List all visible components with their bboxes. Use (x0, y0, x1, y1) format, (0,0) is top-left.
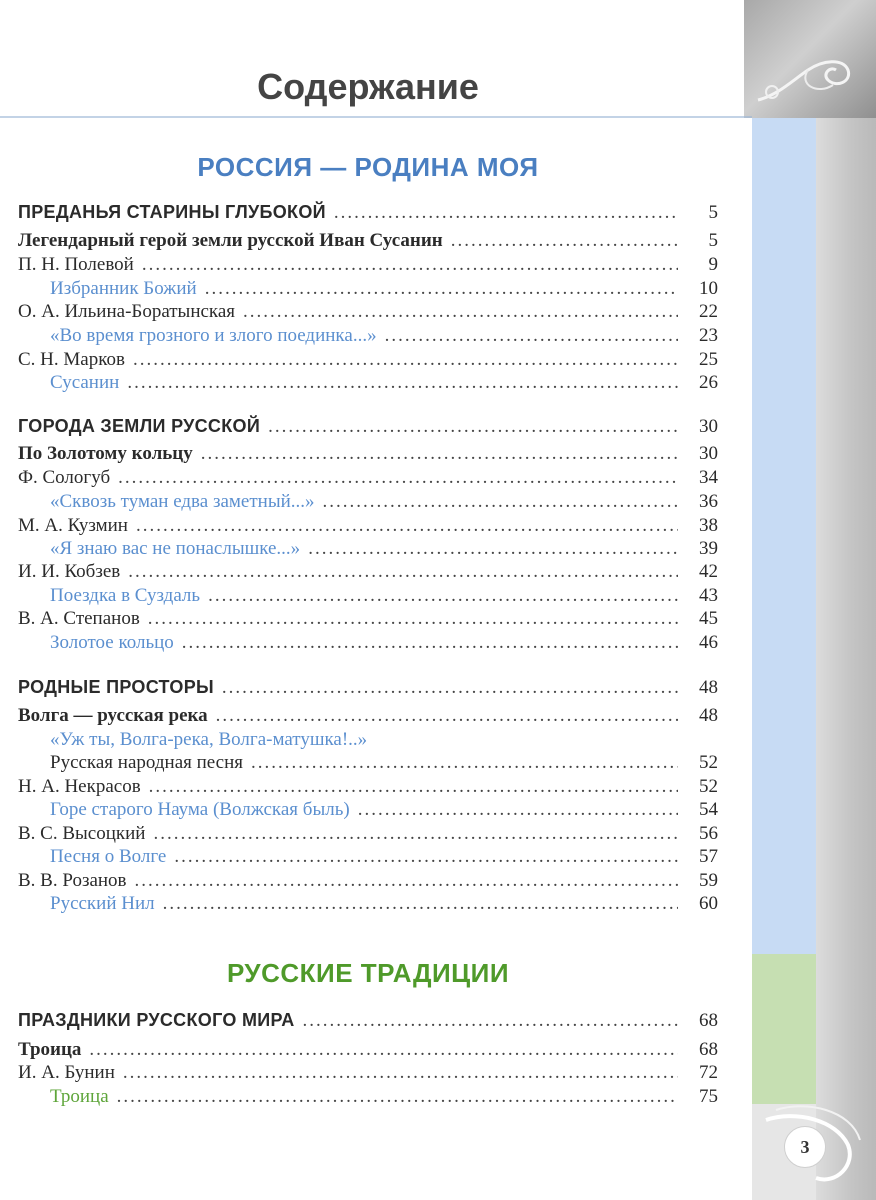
toc-leader-dots (268, 415, 678, 439)
toc-leader-dots (208, 584, 678, 608)
toc-entry-page: 42 (699, 561, 718, 582)
toc-entry[interactable] (18, 1038, 718, 1062)
toc-entry[interactable] (18, 631, 718, 655)
toc-entry-label: ГОРОДА ЗЕМЛИ РУССКОЙ (18, 416, 261, 436)
toc-entry-page: 57 (699, 846, 718, 867)
toc-leader-dots (205, 277, 678, 301)
toc-entry-label: Русская народная песня (50, 752, 244, 773)
toc-entry[interactable] (18, 869, 718, 893)
toc-entry-label: «Уж ты, Волга-река, Волга-матушка!..» (50, 729, 368, 750)
header-divider (0, 116, 752, 118)
toc-entry-label: Н. А. Некрасов (18, 776, 141, 797)
toc-entry[interactable] (18, 324, 718, 348)
toc-entry-page: 38 (699, 515, 718, 536)
toc-entry-page: 56 (699, 823, 718, 844)
toc-entry-label: О. А. Ильина-Боратынская (18, 301, 236, 322)
section-title-russia: РОССИЯ — РОДИНА МОЯ (197, 152, 539, 182)
swirl-ornament-icon (748, 40, 858, 110)
toc-entry[interactable] (18, 775, 718, 799)
toc-entry[interactable] (18, 822, 718, 846)
toc-entry-page: 30 (699, 443, 718, 464)
toc-entry-page: 68 (699, 1010, 718, 1031)
toc-leader-dots (243, 300, 678, 324)
toc-entry-label: Троица (18, 1039, 82, 1060)
toc-entry[interactable] (18, 414, 718, 438)
toc-entry-label: Ф. Сологуб (18, 467, 111, 488)
toc-entry[interactable] (18, 371, 718, 395)
toc-entry-page: 46 (699, 632, 718, 653)
toc-entry[interactable] (18, 300, 718, 324)
toc-leader-dots (136, 514, 678, 538)
toc-entry-label: Волга — русская река (18, 705, 208, 726)
toc-entry-label: По Золотому кольцу (18, 443, 193, 464)
toc-entry-page: 72 (699, 1062, 718, 1083)
toc-entry-page: 30 (699, 416, 718, 437)
toc-leader-dots (174, 845, 678, 869)
toc-leader-dots (135, 869, 678, 893)
toc-entry[interactable] (18, 728, 718, 752)
toc-leader-dots (148, 607, 678, 631)
toc-entry[interactable] (18, 892, 718, 916)
toc-entry-page: 48 (699, 677, 718, 698)
toc-leader-dots (133, 348, 678, 372)
toc-leader-dots (153, 822, 678, 846)
toc-leader-dots (303, 1009, 679, 1033)
toc-entry-label: Избранник Божий (50, 278, 197, 299)
toc-leader-dots (118, 466, 678, 490)
toc-entry[interactable] (18, 751, 718, 775)
toc-entry[interactable] (18, 490, 718, 514)
toc-entry-label: Русский Нил (50, 893, 155, 914)
toc-entry-label: Песня о Волге (50, 846, 167, 867)
toc-entry-label: «Я знаю вас не понаслышке...» (50, 538, 301, 559)
toc-entry-page: 59 (699, 870, 718, 891)
toc-entry-page: 43 (699, 585, 718, 606)
toc-entry-label: РОДНЫЕ ПРОСТОРЫ (18, 677, 214, 697)
toc-entry-page: 52 (699, 776, 718, 797)
toc-entry-label: В. С. Высоцкий (18, 823, 146, 844)
toc-entry-page: 22 (699, 301, 718, 322)
toc-entry[interactable] (18, 466, 718, 490)
toc-entry[interactable] (18, 845, 718, 869)
toc-entry-page: 25 (699, 349, 718, 370)
toc-entry-label: ПРЕДАНЬЯ СТАРИНЫ ГЛУБОКОЙ (18, 202, 326, 222)
toc-entry[interactable] (18, 1008, 718, 1032)
toc-entry[interactable] (18, 704, 718, 728)
section-title-traditions: РУССКИЕ ТРАДИЦИИ (226, 958, 510, 988)
toc-entry-label: «Во время грозного и злого поединка...» (50, 325, 377, 346)
toc-entry[interactable] (18, 1085, 718, 1109)
toc-entry-page: 23 (699, 325, 718, 346)
toc-leader-dots (358, 798, 678, 822)
toc-leader-dots (127, 371, 678, 395)
toc-entry-label: Золотое кольцо (50, 632, 174, 653)
toc-leader-dots (89, 1038, 678, 1062)
toc-leader-dots (222, 676, 678, 700)
toc-entry-page: 68 (699, 1039, 718, 1060)
toc-entry-label: Сусанин (50, 372, 120, 393)
toc-entry[interactable] (18, 584, 718, 608)
toc-entry-page: 34 (699, 467, 718, 488)
toc-entry[interactable] (18, 1061, 718, 1085)
toc-entry-label: Поездка в Суздаль (50, 585, 201, 606)
toc-leader-dots (251, 751, 678, 775)
toc-entry-label: Легендарный герой земли русской Иван Сусанин (18, 230, 443, 251)
decorative-side-strip (816, 118, 876, 1200)
toc-entry-label: В. В. Розанов (18, 870, 127, 891)
toc-entry-page: 52 (699, 752, 718, 773)
toc-entry[interactable] (18, 798, 718, 822)
toc-entry[interactable] (18, 253, 718, 277)
toc-entry-label: Горе старого Наума (Волжская быль) (50, 799, 350, 820)
toc-entry[interactable] (18, 560, 718, 584)
toc-leader-dots (216, 704, 678, 728)
toc-entry-page: 5 (708, 230, 718, 251)
toc-entry-page: 75 (699, 1086, 718, 1107)
toc-entry[interactable] (18, 200, 718, 224)
page-title: Содержание (257, 66, 479, 107)
toc-leader-dots (334, 201, 678, 225)
toc-entry-page: 48 (699, 705, 718, 726)
toc-leader-dots (149, 775, 678, 799)
toc-entry-page: 60 (699, 893, 718, 914)
toc-leader-dots (201, 442, 678, 466)
toc-entry-page: 9 (708, 254, 718, 275)
page-number: 3 (784, 1126, 826, 1168)
toc-entry[interactable] (18, 442, 718, 466)
toc-entry-page: 26 (699, 372, 718, 393)
toc-entry[interactable] (18, 277, 718, 301)
section-color-tab-green (752, 954, 816, 1104)
toc-leader-dots (182, 631, 678, 655)
toc-entry-label: «Сквозь туман едва заметный...» (50, 491, 315, 512)
toc-entry-label: В. А. Степанов (18, 608, 140, 629)
toc-entry[interactable] (18, 537, 718, 561)
toc-entry[interactable] (18, 514, 718, 538)
toc-entry[interactable] (18, 229, 718, 253)
toc-entry-label: Троица (50, 1086, 109, 1107)
toc-leader-dots (128, 560, 678, 584)
toc-entry-page: 54 (699, 799, 718, 820)
toc-entry-label: М. А. Кузмин (18, 515, 128, 536)
toc-leader-dots (451, 229, 678, 253)
toc-entry-page: 36 (699, 491, 718, 512)
toc-entry-page: 39 (699, 538, 718, 559)
toc-entry[interactable] (18, 607, 718, 631)
toc-leader-dots (123, 1061, 678, 1085)
toc-leader-dots (163, 892, 678, 916)
toc-leader-dots (142, 253, 678, 277)
toc-entry-page: 45 (699, 608, 718, 629)
toc-entry-label: П. Н. Полевой (18, 254, 134, 275)
toc-entry-label: С. Н. Марков (18, 349, 125, 370)
toc-entry-label: И. И. Кобзев (18, 561, 121, 582)
toc-entry-label: ПРАЗДНИКИ РУССКОГО МИРА (18, 1010, 295, 1030)
toc-entry[interactable] (18, 675, 718, 699)
toc-leader-dots (117, 1085, 678, 1109)
toc-entry-label: И. А. Бунин (18, 1062, 115, 1083)
toc-entry-page: 5 (708, 202, 718, 223)
toc-leader-dots (323, 490, 678, 514)
toc-leader-dots (385, 324, 678, 348)
toc-leader-dots (308, 537, 678, 561)
toc-entry[interactable] (18, 348, 718, 372)
toc-entry-page: 10 (699, 278, 718, 299)
section-color-tab-blue (752, 118, 816, 954)
